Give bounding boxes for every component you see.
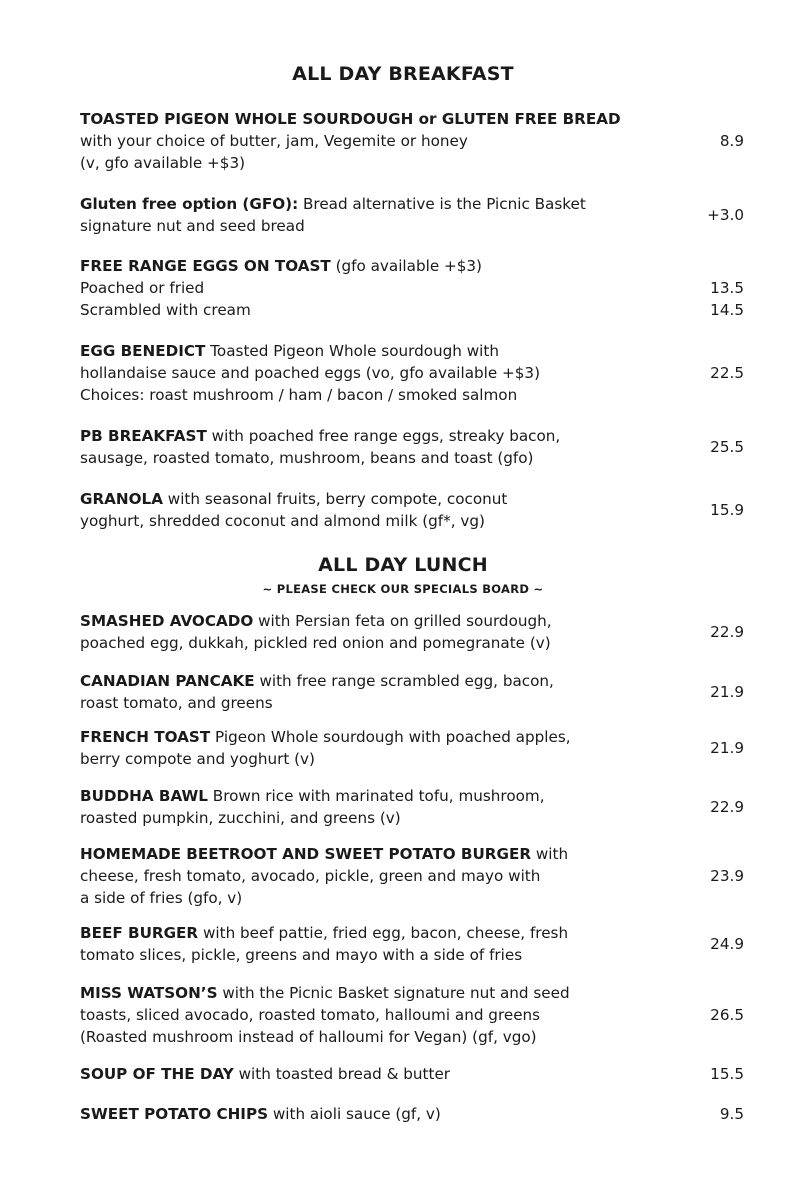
item-line: sausage, roasted tomato, mushroom, beans and toast (gfo) bbox=[80, 449, 534, 467]
menu-item-soup-of-the-day bbox=[80, 1063, 760, 1085]
item-line: with toasted bread & butter bbox=[233, 1065, 451, 1083]
item-line: hollandaise sauce and poached eggs (vo, gfo available +$3) bbox=[80, 364, 541, 382]
item-description bbox=[80, 108, 690, 174]
menu-item-buddha-bawl bbox=[80, 785, 760, 829]
item-line: roasted pumpkin, zucchini, and greens (v) bbox=[80, 809, 401, 827]
item-line: with beef pattie, fried egg, bacon, cheese, fresh bbox=[198, 924, 569, 942]
item-line: roast tomato, and greens bbox=[80, 694, 273, 712]
item-description bbox=[80, 843, 690, 909]
item-line: with aioli sauce (gf, v) bbox=[268, 1105, 441, 1123]
item-description bbox=[80, 726, 690, 770]
item-name: EGG BENEDICT bbox=[80, 342, 206, 360]
item-name: TOASTED PIGEON WHOLE SOURDOUGH or GLUTEN FREE BREAD bbox=[80, 110, 621, 128]
item-line: with the Picnic Basket signature nut and seed bbox=[217, 984, 570, 1002]
item-price: 22.9 bbox=[710, 798, 744, 816]
item-price: 8.9 bbox=[719, 132, 744, 150]
item-line: (v, gfo available +$3) bbox=[80, 154, 246, 172]
item-name: Gluten free option (GFO): bbox=[80, 195, 299, 213]
item-description bbox=[80, 982, 690, 1048]
item-description bbox=[80, 670, 690, 714]
item-description bbox=[80, 1103, 690, 1125]
item-price: 25.5 bbox=[710, 438, 744, 456]
item-name: SWEET POTATO CHIPS bbox=[80, 1105, 269, 1123]
item-option-price: 13.5 bbox=[710, 279, 744, 297]
lunch-heading: ALL DAY LUNCH bbox=[318, 554, 488, 576]
item-line: poached egg, dukkah, pickled red onion and pomegranate (v) bbox=[80, 634, 551, 652]
item-price: 24.9 bbox=[710, 935, 744, 953]
item-option-prices bbox=[710, 277, 744, 321]
item-description bbox=[80, 610, 690, 654]
menu-item-free-range-eggs bbox=[80, 255, 760, 321]
item-name: GRANOLA bbox=[80, 490, 163, 508]
item-option-label: Poached or fried bbox=[80, 279, 205, 297]
item-line: with your choice of butter, jam, Vegemite or honey bbox=[80, 132, 468, 150]
item-line: Pigeon Whole sourdough with poached apples, bbox=[210, 728, 571, 746]
item-line: yoghurt, shredded coconut and almond milk (gf*, vg) bbox=[80, 512, 485, 530]
menu-item-pb-breakfast bbox=[80, 425, 760, 469]
item-line: (gfo available +$3) bbox=[330, 257, 482, 275]
specials-board-note: ~ PLEASE CHECK OUR SPECIALS BOARD ~ bbox=[262, 582, 544, 596]
menu-item-smashed-avocado bbox=[80, 610, 760, 654]
item-description bbox=[80, 922, 690, 966]
item-line: a side of fries (gfo, v) bbox=[80, 889, 243, 907]
item-line: tomato slices, pickle, greens and mayo with a side of fries bbox=[80, 946, 523, 964]
menu-item-egg-benedict bbox=[80, 340, 760, 406]
item-description bbox=[80, 488, 690, 532]
item-name: HOMEMADE BEETROOT AND SWEET POTATO BURGER bbox=[80, 845, 532, 863]
item-name: BEEF BURGER bbox=[80, 924, 199, 942]
item-name: PB BREAKFAST bbox=[80, 427, 207, 445]
item-name: MISS WATSON’S bbox=[80, 984, 218, 1002]
item-option-label: Scrambled with cream bbox=[80, 301, 251, 319]
item-price: 22.5 bbox=[710, 364, 744, 382]
item-line: with poached free range eggs, streaky bacon, bbox=[206, 427, 561, 445]
item-line: Toasted Pigeon Whole sourdough with bbox=[205, 342, 499, 360]
item-description bbox=[80, 193, 690, 237]
item-line: Choices: roast mushroom / ham / bacon / smoked salmon bbox=[80, 386, 518, 404]
menu-item-beef-burger bbox=[80, 922, 760, 966]
item-price: 26.5 bbox=[710, 1006, 744, 1024]
item-price: 23.9 bbox=[710, 867, 744, 885]
item-line: with free range scrambled egg, bacon, bbox=[254, 672, 554, 690]
item-line: with bbox=[531, 845, 569, 863]
item-description bbox=[80, 1063, 690, 1085]
item-price: 21.9 bbox=[710, 683, 744, 701]
item-line: signature nut and seed bread bbox=[80, 217, 305, 235]
item-name: BUDDHA BAWL bbox=[80, 787, 208, 805]
menu-item-toasted-sourdough bbox=[80, 108, 760, 174]
item-description bbox=[80, 425, 690, 469]
menu-item-granola bbox=[80, 488, 760, 532]
item-price: 15.5 bbox=[710, 1065, 744, 1083]
item-description bbox=[80, 340, 690, 406]
menu-item-sweet-potato-chips bbox=[80, 1103, 760, 1125]
item-line: cheese, fresh tomato, avocado, pickle, green and mayo with bbox=[80, 867, 541, 885]
item-description bbox=[80, 255, 690, 321]
item-price: +3.0 bbox=[707, 206, 744, 224]
menu-item-french-toast bbox=[80, 726, 760, 770]
item-line: Bread alternative is the Picnic Basket bbox=[298, 195, 586, 213]
menu-item-canadian-pancake bbox=[80, 670, 760, 714]
item-price: 15.9 bbox=[710, 501, 744, 519]
item-line: (Roasted mushroom instead of halloumi for Vegan) (gf, vgo) bbox=[80, 1028, 537, 1046]
item-price: 22.9 bbox=[710, 623, 744, 641]
item-description bbox=[80, 785, 690, 829]
breakfast-heading: ALL DAY BREAKFAST bbox=[292, 63, 514, 85]
item-name: CANADIAN PANCAKE bbox=[80, 672, 255, 690]
menu-item-miss-watsons bbox=[80, 982, 760, 1048]
item-line: with seasonal fruits, berry compote, coconut bbox=[162, 490, 508, 508]
item-line: berry compote and yoghurt (v) bbox=[80, 750, 315, 768]
item-name: FREE RANGE EGGS ON TOAST bbox=[80, 257, 331, 275]
item-line: Brown rice with marinated tofu, mushroom, bbox=[207, 787, 545, 805]
menu-item-beetroot-burger bbox=[80, 843, 760, 909]
menu-item-gluten-free-option bbox=[80, 193, 760, 237]
item-name: FRENCH TOAST bbox=[80, 728, 211, 746]
item-line: toasts, sliced avocado, roasted tomato, halloumi and greens bbox=[80, 1006, 541, 1024]
item-option-price: 14.5 bbox=[710, 301, 744, 319]
item-name: SMASHED AVOCADO bbox=[80, 612, 254, 630]
item-line: with Persian feta on grilled sourdough, bbox=[253, 612, 552, 630]
item-price: 21.9 bbox=[710, 739, 744, 757]
item-name: SOUP OF THE DAY bbox=[80, 1065, 234, 1083]
item-price: 9.5 bbox=[719, 1105, 744, 1123]
